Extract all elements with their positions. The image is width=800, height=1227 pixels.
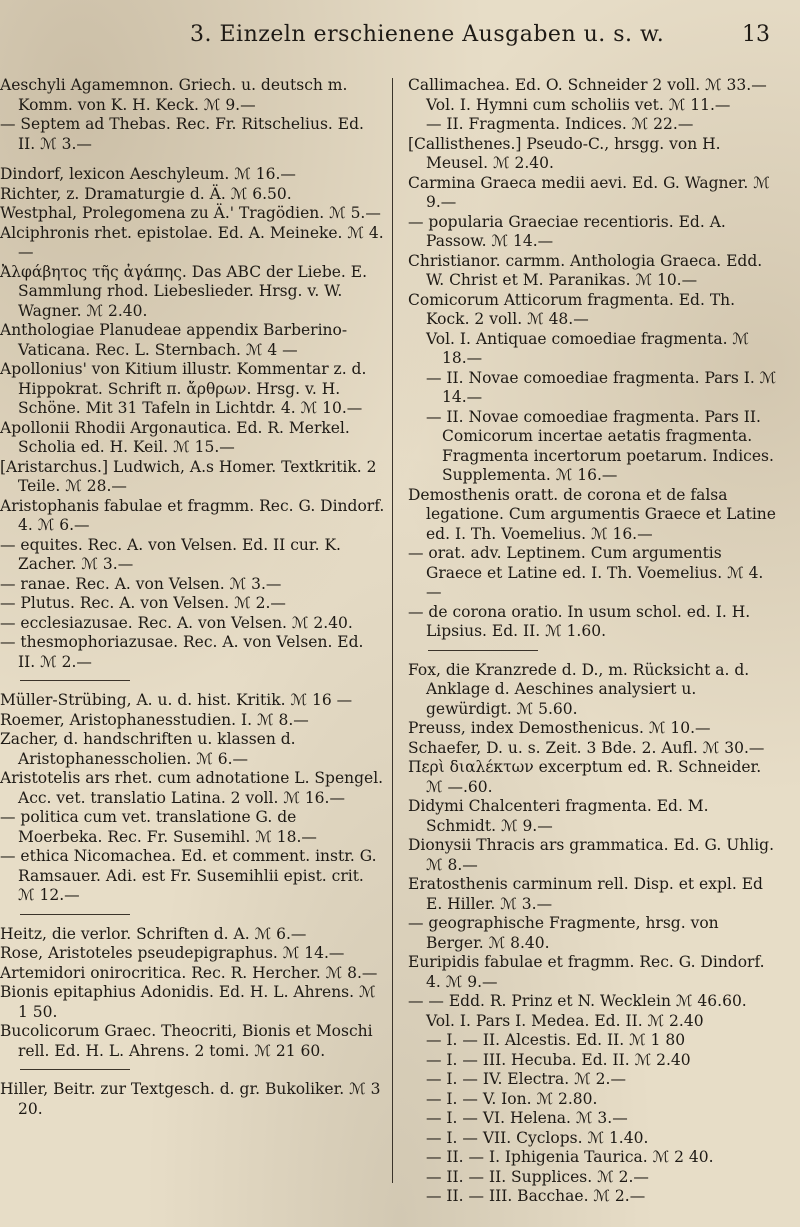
catalog-entry: — politica cum vet. translatione G. de Moerbeka. Rec. Fr. Susemihl. ℳ 18.—: [0, 808, 317, 846]
catalog-entry: Apollonii Rhodii Argonautica. Ed. R. Merkel. Scholia ed. H. Keil. ℳ 15.—: [0, 418, 350, 456]
catalog-entry: — I. — VI. Helena. ℳ 3.—: [426, 1109, 628, 1127]
catalog-entry: — I. — VII. Cyclops. ℳ 1.40.: [426, 1128, 649, 1147]
catalog-entry: Christianor. carmm. Anthologia Graeca. Edd. W. Christ et M. Paranikas. ℳ 10.—: [408, 251, 763, 289]
catalog-entry: Alciphronis rhet. epistolae. Ed. A. Meineke. ℳ 4.—: [0, 223, 384, 261]
catalog-entry: Bionis epitaphius Adonidis. Ed. H. L. Ahrens. ℳ 1 50.: [0, 983, 376, 1021]
catalog-entry: Fox, die Kranzrede d. D., m. Rücksicht a. d. Anklage d. Aeschines analysiert u. gewürdigt. ℳ 5.60.: [408, 660, 750, 718]
catalog-entry: — II. — II. Supplices. ℳ 2.—: [426, 1167, 649, 1186]
catalog-entry: — geographische Fragmente, hrsg. von Berger. ℳ 8.40.: [408, 914, 719, 952]
catalog-entry: — II. Novae comoediae fragmenta. Pars II. Comicorum incertae aetatis fragmenta. Fragmenta incertorum poetarum. Indices. Supplementa. ℳ 16.—: [426, 407, 774, 484]
catalog-entry: Euripidis fabulae et fragmm. Rec. G. Dindorf. 4. ℳ 9.—: [408, 953, 765, 991]
catalog-entry: Müller-Strübing, A. u. d. hist. Kritik. ℳ 16 —: [0, 691, 353, 709]
catalog-entry: [Callisthenes.] Pseudo-C., hrsgg. von H. Meusel. ℳ 2.40.: [408, 134, 721, 172]
page-header: [0, 22, 800, 58]
catalog-entry: Zacher, d. handschriften u. klassen d. Aristophanesscholien. ℳ 6.—: [0, 730, 296, 768]
catalog-entry: Carmina Graeca medii aevi. Ed. G. Wagner. ℳ 9.—: [408, 173, 770, 211]
running-title: 3. Einzeln erschienene Ausgaben u. s. w.: [190, 22, 665, 47]
catalog-entry: Dindorf, lexicon Aeschyleum. ℳ 16.—: [0, 165, 296, 183]
catalog-entry: — — Edd. R. Prinz et N. Wecklein ℳ 46.60.: [408, 992, 747, 1010]
catalog-entry: Hiller, Beitr. zur Textgesch. d. gr. Bukoliker. ℳ 3 20.: [0, 1080, 381, 1118]
catalog-entry: — I. — IV. Electra. ℳ 2.—: [426, 1070, 626, 1088]
catalog-entry: — popularia Graeciae recentioris. Ed. A. Passow. ℳ 14.—: [408, 212, 726, 250]
catalog-entry: Aeschyli Agamemnon. Griech. u. deutsch m. Komm. von K. H. Keck. ℳ 9.—: [0, 76, 348, 114]
catalog-entry: Rose, Aristoteles pseudepigraphus. ℳ 14.—: [0, 944, 345, 962]
catalog-entry: Heitz, die verlor. Schriften d. A. ℳ 6.—: [0, 924, 307, 943]
page-number: 13: [742, 22, 770, 47]
catalog-entry: Demosthenis oratt. de corona et de falsa legatione. Cum argumentis Graece et Latine ed. I. Th. Voemelius. ℳ 16.—: [408, 485, 776, 543]
section-separator: [20, 680, 130, 681]
catalog-entry: Schaefer, D. u. s. Zeit. 3 Bde. 2. Aufl. ℳ 30.—: [408, 738, 765, 757]
right-column: [408, 76, 778, 1207]
column-divider: [392, 78, 393, 1183]
catalog-entry: — II. Novae comoediae fragmenta. Pars I. ℳ 14.—: [426, 368, 777, 406]
catalog-entry: — de corona oratio. In usum schol. ed. I. H. Lipsius. Ed. II. ℳ 1.60.: [408, 602, 751, 640]
catalog-entry: — Plutus. Rec. A. von Velsen. ℳ 2.—: [0, 594, 286, 612]
catalog-entry: Περὶ διαλέκτων excerptum ed. R. Schneider. ℳ —.60.: [408, 758, 762, 796]
catalog-entry: Westphal, Prolegomena zu Ä.' Tragödien. ℳ 5.—: [0, 204, 381, 222]
section-separator: [428, 650, 538, 651]
section-separator: [20, 1069, 130, 1070]
catalog-entry: Aristotelis ars rhet. cum adnotatione L. Spengel. Acc. vet. translatio Latina. 2 voll. ℳ 16.—: [0, 769, 384, 807]
catalog-entry: Eratosthenis carminum rell. Disp. et expl. Ed E. Hiller. ℳ 3.—: [408, 875, 763, 913]
catalog-entry: — ethica Nicomachea. Ed. et comment. instr. G. Ramsauer. Adi. est Fr. Susemihlii epist. crit. ℳ 12.—: [0, 847, 377, 904]
catalog-entry: — I. — V. Ion. ℳ 2.80.: [426, 1089, 598, 1108]
catalog-entry: — Septem ad Thebas. Rec. Fr. Ritschelius. Ed. II. ℳ 3.—: [0, 115, 364, 153]
catalog-entry: Dionysii Thracis ars grammatica. Ed. G. Uhlig. ℳ 8.—: [408, 836, 775, 874]
catalog-entry: — II. — III. Bacchae. ℳ 2.—: [426, 1187, 646, 1205]
catalog-entry: — II. Fragmenta. Indices. ℳ 22.—: [426, 115, 694, 133]
section-separator: [20, 914, 130, 915]
catalog-entry: Artemidori onirocritica. Rec. R. Hercher. ℳ 8.—: [0, 963, 378, 982]
catalog-entry: Preuss, index Demosthenicus. ℳ 10.—: [408, 719, 711, 737]
catalog-entry: — orat. adv. Leptinem. Cum argumentis Graece et Latine ed. I. Th. Voemelius. ℳ 4.—: [408, 544, 764, 601]
catalog-entry: — ecclesiazusae. Rec. A. von Velsen. ℳ 2.40.: [0, 613, 353, 632]
catalog-entry: Roemer, Aristophanesstudien. I. ℳ 8.—: [0, 710, 309, 729]
catalog-entry: — thesmophoriazusae. Rec. A. von Velsen. Ed. II. ℳ 2.—: [0, 633, 364, 671]
catalog-entry: — ranae. Rec. A. von Velsen. ℳ 3.—: [0, 574, 282, 593]
catalog-entry: — I. — III. Hecuba. Ed. II. ℳ 2.40: [426, 1050, 691, 1069]
catalog-entry: Bucolicorum Graec. Theocriti, Bionis et Moschi rell. Ed. H. L. Ahrens. 2 tomi. ℳ 21 60.: [0, 1022, 373, 1060]
catalog-entry: [Aristarchus.] Ludwich, A.s Homer. Textkritik. 2 Teile. ℳ 28.—: [0, 457, 377, 495]
catalog-entry: — equites. Rec. A. von Velsen. Ed. II cur. K. Zacher. ℳ 3.—: [0, 535, 341, 573]
catalog-entry: Didymi Chalcenteri fragmenta. Ed. M. Schmidt. ℳ 9.—: [408, 797, 709, 835]
catalog-entry: Comicorum Atticorum fragmenta. Ed. Th. Kock. 2 voll. ℳ 48.—: [408, 290, 736, 328]
catalog-entry: Ἀλφάβητος τῆς ἀγάπης. Das ABC der Liebe. E. Sammlung rhod. Liebeslieder. Hrsg. v. W. Wagner. ℳ 2.40.: [0, 262, 368, 320]
catalog-entry: Callimachea. Ed. O. Schneider 2 voll. ℳ 33.—: [408, 76, 767, 94]
catalog-entry: Apollonius' von Kitium illustr. Kommentar z. d. Hippokrat. Schrift π. ἄρθρων. Hrsg. v. H. Schöne. Mit 31 Tafeln in Lichtdr. 4. ℳ 10.—: [0, 360, 367, 417]
catalog-entry: — II. — I. Iphigenia Taurica. ℳ 2 40.: [426, 1148, 714, 1166]
catalog-entry: Aristophanis fabulae et fragmm. Rec. G. Dindorf. 4. ℳ 6.—: [0, 496, 385, 534]
catalog-entry: — I. — II. Alcestis. Ed. II. ℳ 1 80: [426, 1031, 686, 1049]
catalog-entry: Anthologiae Planudeae appendix Barberino-Vaticana. Rec. L. Sternbach. ℳ 4 —: [0, 321, 348, 359]
catalog-entry: Vol. I. Hymni cum scholiis vet. ℳ 11.—: [426, 95, 731, 114]
left-column: [0, 76, 385, 1119]
catalog-entry: Vol. I. Antiquae comoediae fragmenta. ℳ 18.—: [426, 329, 749, 367]
catalog-entry: Vol. I. Pars I. Medea. Ed. II. ℳ 2.40: [426, 1011, 704, 1030]
catalog-entry: Richter, z. Dramaturgie d. Ä. ℳ 6.50.: [0, 184, 292, 203]
